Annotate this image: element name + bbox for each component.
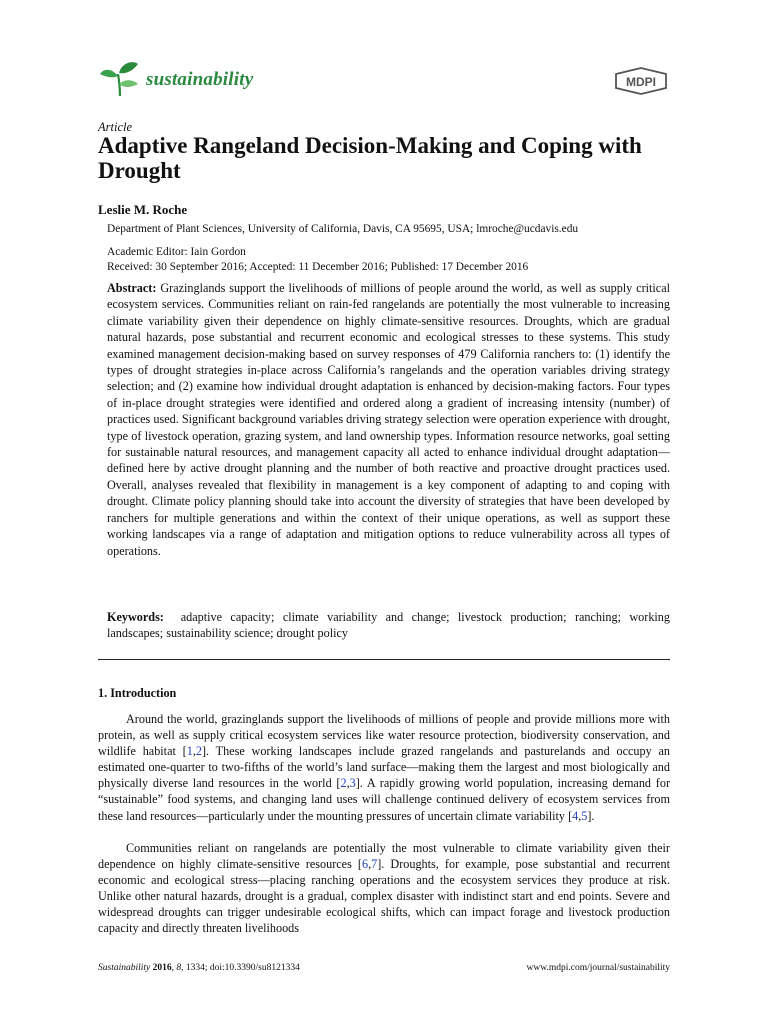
keywords-label: Keywords: bbox=[107, 610, 164, 624]
citation-separator: , bbox=[368, 857, 372, 872]
author-name: Leslie M. Roche bbox=[98, 202, 188, 217]
article-type: Article bbox=[98, 120, 133, 134]
abstract-label: Abstract: bbox=[107, 281, 157, 295]
citation-separator: , bbox=[578, 808, 582, 823]
abstract bbox=[107, 280, 670, 559]
journal-header bbox=[98, 60, 670, 100]
paragraph-text: ]. These working landscapes include grazed rangelands and pasturelands and occupy an estimated one-quarter to two-fifths of the world’s land surface—making them the largest and most biologically and physically diverse land resources in the world [ bbox=[98, 744, 670, 791]
mdpi-logo bbox=[612, 66, 670, 96]
footer-journal: Sustainability bbox=[98, 963, 151, 973]
citation-link[interactable]: 1 bbox=[186, 744, 193, 759]
citation-link[interactable]: 6 bbox=[361, 857, 369, 872]
citation-separator: , bbox=[192, 744, 196, 759]
paragraph-text: ]. Droughts, for example, pose substantial and recurrent economic and ecological stress—placing ranching operations and the ecosystem services they produce at risk. Unlike other natural hazards, drought is a gradual, complex disaster with indistinct start and end points. Severe and widespread droughts can trigger undesirable ecological shifts, which can impact forage and livestock production capacity and directly threaten livelihoods bbox=[98, 857, 670, 936]
footer-url[interactable]: www.mdpi.com/journal/sustainability bbox=[526, 963, 670, 973]
paragraph-text: ]. A rapidly growing world population, increasing demand for “sustainable” food systems, and changing land uses will challenge continued delivery of ecosystem services from these land resources—particularly under the mounting pressures of uncertain climate variability [ bbox=[98, 776, 670, 823]
citation-link[interactable]: 2 bbox=[195, 744, 202, 759]
sprout-icon bbox=[98, 60, 142, 98]
footer-citation: Sustainability 2016, 8, 1334; doi:10.3390/su8121334 bbox=[98, 963, 300, 973]
keywords bbox=[107, 609, 670, 642]
paragraph-text: Communities reliant on rangelands are potentially the most vulnerable to climate variability given their dependence on highly climate-sensitive resources [ bbox=[98, 841, 670, 872]
academic-editor: Academic Editor: Iain Gordon bbox=[107, 246, 246, 258]
intro-paragraph-2 bbox=[98, 840, 670, 937]
keywords-text: adaptive capacity; climate variability and change; livestock production; ranching; working landscapes; sustainability science; drought policy bbox=[107, 610, 670, 641]
citation-link[interactable]: 2 bbox=[340, 776, 347, 791]
journal-name: sustainability bbox=[146, 69, 254, 90]
footer-year: 2016 bbox=[152, 963, 172, 973]
author-affiliation: Department of Plant Sciences, University of California, Davis, CA 95695, USA; lmroche@ucdavis.edu bbox=[107, 223, 579, 235]
intro-paragraph-1 bbox=[98, 711, 670, 824]
footer-doi: , 1334; doi:10.3390/su8121334 bbox=[181, 963, 300, 973]
citation-link[interactable]: 7 bbox=[371, 857, 378, 872]
citation-link[interactable]: 3 bbox=[349, 776, 356, 791]
section-divider bbox=[98, 659, 670, 660]
paragraph-text: ]. bbox=[587, 808, 595, 823]
publisher-name: MDPI bbox=[626, 75, 656, 89]
footer-volume: 8 bbox=[176, 963, 182, 973]
citation-link[interactable]: 4 bbox=[572, 808, 579, 823]
abstract-text: Grazinglands support the livelihoods of millions of people around the world, as well as supply critical ecosystem services. Communities reliant on rain-fed rangelands are potentially the most vulnerable to increasing climate variability given their dependence on highly climate-sensitive resources. Droughts, which are gradual natural hazards, pose substantial and recurrent economic and ecological stresses to these systems. This study examined management decision-making based on survey responses of 479 California ranchers to: (1) identify the types of drought strategies in-place across California’s rangelands and the operation variables driving strategy selection; and (2) examine how individual drought adaptation is enhanced by decision-making factors. Four types of in-place drought strategies were identified and ordered along a gradient of increasing intensity (number) of practices used. Significant background variables driving strategy selection were operation experience with drought, type of livestock operation, grazing system, and land ownership types. Information resource networks, goal setting for sustainable natural resources, and management capacity all acted to enhance individual drought adaptation—defined here by active drought planning and the number of both reactive and proactive drought practices used. Overall, analyses revealed that flexibility in management is a key component of adapting to and coping with drought. Climate policy planning should take into account the diversity of strategies that have been developed by ranchers for multiple generations and within the context of their unique operations, as well as support these working landscapes via a range of adaptation and mitigation options to reduce vulnerability across all types of operations. bbox=[107, 281, 670, 558]
section-heading-introduction: 1. Introduction bbox=[98, 686, 177, 700]
citation-link[interactable]: 5 bbox=[581, 808, 588, 823]
article-title: Adaptive Rangeland Decision-Making and Coping with Drought bbox=[98, 133, 642, 183]
publication-dates: Received: 30 September 2016; Accepted: 11 December 2016; Published: 17 December 2016 bbox=[107, 261, 529, 273]
citation-separator: , bbox=[346, 776, 350, 791]
paragraph-text: Around the world, grazinglands support the livelihoods of millions of people and provide millions more with protein, as well as supply critical ecosystem services like water resource protection, biodiversity conservation, and wildlife habitat [ bbox=[98, 712, 670, 759]
